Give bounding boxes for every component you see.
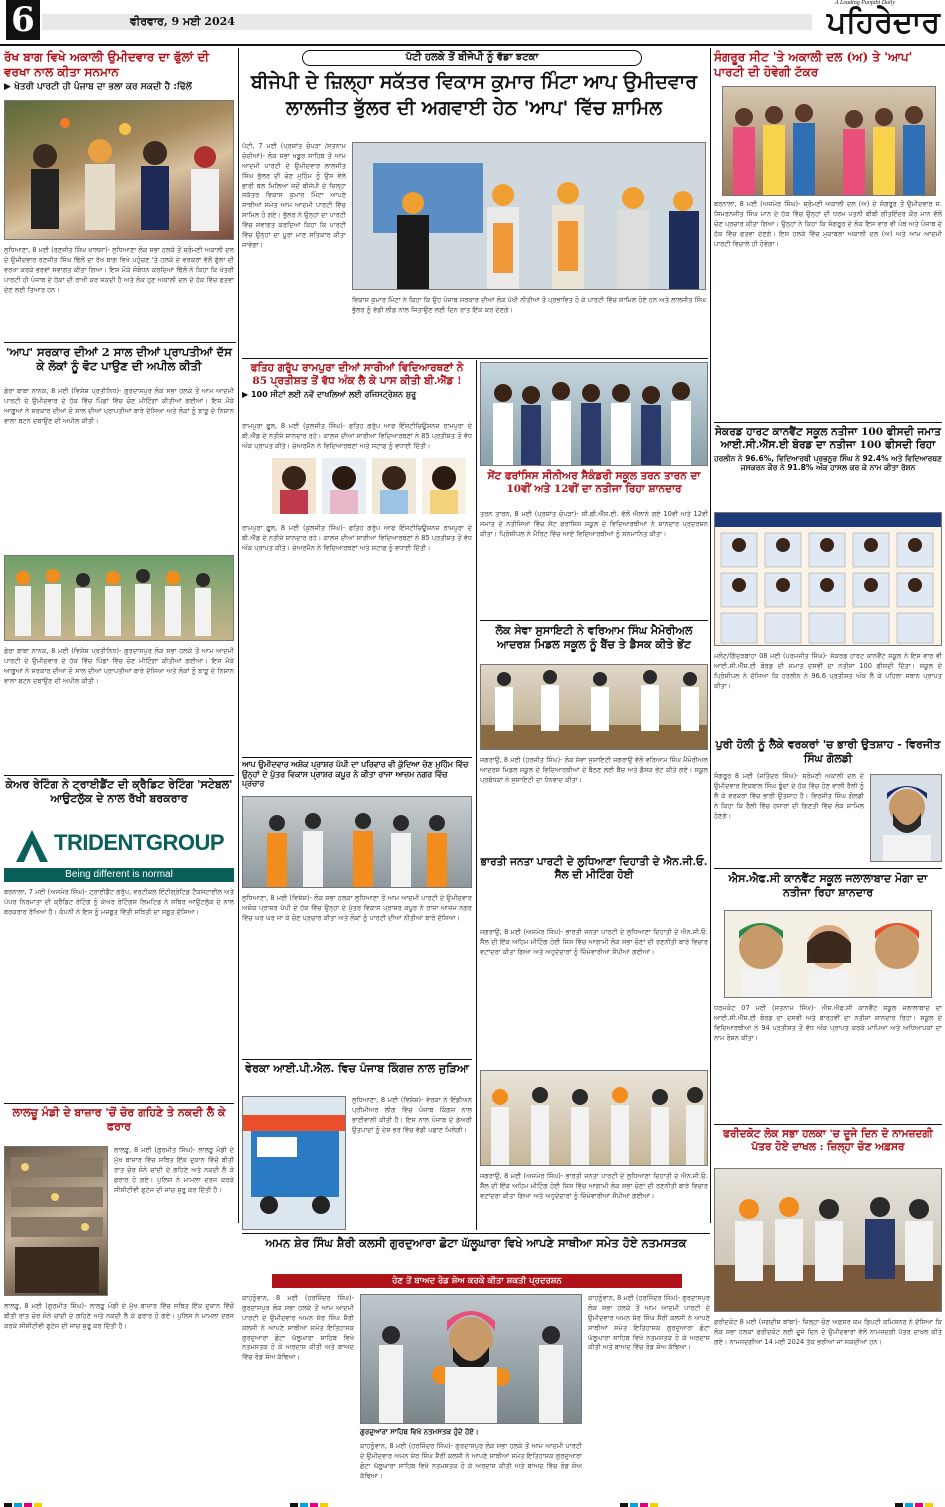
article-headline: ਲੋਕ ਸੇਵਾ ਸੁਸਾਇਟੀ ਨੇ ਵਰਿਆਮ ਸਿੰਘ ਮੈਮੋਰੀਅਲ ਆਦਰਸ਼ ਮਿਡਲ ਸਕੂਲ ਨੂੰ ਬੈਂਚ ਤੇ ਡੈਸਕ ਕੀਤੇ ਭੇਂਟ (495, 624, 693, 651)
color-register-icons (0, 1502, 945, 1507)
article-body-cont: ਰਾਮਪੁਰਾ ਫੂਲ, 8 ਮਈ (ਕੁਲਜੀਤ ਸਿੰਘ)- ਫਤਿਹ ਗਰੁੱਪ ਆਫ ਇੰਸਟੀਚਿਊਸ਼ਨਜ਼ ਰਾਮਪੁਰਾ ਦੇ ਬੀ.ਐੱਡ ਦੇ ਨਤੀਜੇ ਸ਼ਾਨਦਾਰ ਰਹੇ। ਕਾਲਜ ਦੀਆਂ ਸਾਰੀਆਂ ਵਿਦਿਆਰਥਣਾਂ ਨੇ 85 ਪ੍ਰਤੀਸ਼ਤ ਤੋਂ ਵੱਧ ਅੰਕ ਪ੍ਰਾਪਤ ਕੀਤੇ। ਚੇਅਰਮੈਨ ਨੇ ਵਿਦਿਆਰਥਣਾਂ ਅਤੇ ਸਟਾਫ ਨੂੰ ਵਧਾਈ ਦਿੱਤੀ। (242, 524, 472, 552)
article-lalru-theft (4, 1106, 234, 1494)
article-sangrur (714, 50, 942, 420)
article-photo (480, 1070, 708, 1166)
article-body: ਡੇਰਾ ਬਾਬਾ ਨਾਨਕ, 8 ਮਈ (ਵਿਸ਼ੇਸ਼ ਪ੍ਰਤੀਨਿਧ)- ਗੁਰਦਾਸਪੁਰ ਲੋਕ ਸਭਾ ਹਲਕੇ ਤੋਂ ਆਮ ਆਦਮੀ ਪਾਰਟੀ ਦੇ ਉਮੀਦਵਾਰ ਦੇ ਹੱਕ ਵਿੱਚ ਪਿੰਡਾਂ ਵਿੱਚ ਚੋਣ ਮੀਟਿੰਗਾਂ ਕੀਤੀਆਂ ਗਈਆਂ। ਇਸ ਮੌਕੇ ਆਗੂਆਂ ਨੇ ਸਰਕਾਰ ਦੀਆਂ ਦੋ ਸਾਲ ਦੀਆਂ ਪ੍ਰਾਪਤੀਆਂ ਬਾਰੇ ਦੱਸਿਆ ਅਤੇ ਲੋਕਾਂ ਨੂੰ ਝਾੜੂ ਦੇ ਨਿਸ਼ਾਨ ਵਾਲਾ ਬਟਨ ਦਬਾਉਣ ਦੀ ਅਪੀਲ ਕੀਤੀ। (4, 387, 234, 425)
article-faridkot (714, 1128, 942, 1493)
article-trident (4, 778, 234, 1103)
article-photo (480, 664, 708, 750)
campaign-photo-illustration (243, 797, 472, 888)
lead-kicker-bar: ਪੱਟੀ ਹਲਕੇ ਤੋਂ ਬੀਜੇਪੀ ਨੂੰ ਵੱਡਾ ਝਟਕਾ (302, 50, 642, 66)
triangle-icon: ▶ (242, 390, 251, 400)
article-headline: ਸੰਗਰੂਰ ਸੀਟ 'ਤੇ ਅਕਾਲੀ ਦਲ (ਅ) ਤੇ 'ਆਪ' ਪਾਰਟੀ ਦੀ ਹੋਵੇਗੀ ਟੱਕਰ (714, 50, 913, 79)
meeting-group-photo-illustration (481, 1071, 708, 1166)
article-body: ਜਗਰਾਉਂ, 8 ਮਈ (ਅਜਮੇਰ ਸਿੰਘ)- ਭਾਰਤੀ ਜਨਤਾ ਪਾਰਟੀ ਦੇ ਲੁਧਿਆਣਾ ਦਿਹਾਤੀ ਦੇ ਐਨ.ਜੀ.ਓ. ਸੈੱਲ ਦੀ ਇੱਕ ਅਹਿਮ ਮੀਟਿੰਗ ਹੋਈ ਜਿਸ ਵਿੱਚ ਆਗਾਮੀ ਲੋਕ ਸਭਾ ਚੋਣਾਂ ਦੀ ਰਣਨੀਤੀ ਬਾਰੇ ਵਿਚਾਰ ਵਟਾਂਦਰਾ ਕੀਤਾ ਗਿਆ ਅਤੇ ਅਹੁਦੇਦਾਰਾਂ ਨੂੰ ਜ਼ਿੰਮੇਵਾਰੀਆਂ ਸੌਂਪੀਆਂ ਗਈਆਂ। (480, 928, 708, 956)
article-body: ਕਾਹਨੂੰਵਾਨ, 8 ਮਈ (ਹਰਜਿੰਦਰ ਸਿੰਘ)- ਗੁਰਦਾਸਪੁਰ ਲੋਕ ਸਭਾ ਹਲਕੇ ਤੋਂ ਆਮ ਆਦਮੀ ਪਾਰਟੀ ਦੇ ਉਮੀਦਵਾਰ ਅਮਨ ਸ਼ੇਰ ਸਿੰਘ ਸ਼ੈਰੀ ਕਲਸੀ ਨੇ ਆਪਣੇ ਸਾਥੀਆਂ ਸਮੇਤ ਇਤਿਹਾਸਕ ਗੁਰਦੁਆਰਾ ਛੋਟਾ ਘੱਲੂਘਾਰਾ ਸਾਹਿਬ ਵਿਖੇ ਨਤਮਸਤਕ ਹੋ ਕੇ ਅਰਦਾਸ ਕੀਤੀ ਅਤੇ ਬਾਅਦ ਵਿੱਚ ਰੋਡ ਸ਼ੋਅ ਕੱਢਿਆ। (242, 1294, 354, 1362)
section-rule (4, 1103, 234, 1104)
page-number: 6 (6, 0, 40, 40)
article-body: ਰਾਮਪੁਰਾ ਫੂਲ, 8 ਮਈ (ਕੁਲਜੀਤ ਸਿੰਘ)- ਫਤਿਹ ਗਰੁੱਪ ਆਫ ਇੰਸਟੀਚਿਊਸ਼ਨਜ਼ ਰਾਮਪੁਰਾ ਦੇ ਬੀ.ਐੱਡ ਦੇ ਨਤੀਜੇ ਸ਼ਾਨਦਾਰ ਰਹੇ। ਕਾਲਜ ਦੀਆਂ ਸਾਰੀਆਂ ਵਿਦਿਆਰਥਣਾਂ ਨੇ 85 ਪ੍ਰਤੀਸ਼ਤ ਤੋਂ ਵੱਧ ਅੰਕ ਪ੍ਰਾਪਤ ਕੀਤੇ। ਚੇਅਰਮੈਨ ਨੇ ਵਿਦਿਆਰਥਣਾਂ ਅਤੇ ਸਟਾਫ ਨੂੰ ਵਧਾਈ ਦਿੱਤੀ। (242, 422, 472, 450)
article-aap-achievements (4, 345, 234, 775)
trident-logo-word: TRIDENTGROUP (54, 830, 224, 855)
article-body: ਮਲੋਟ/ਗਿੱਦੜਬਾਹਾ 08 ਮਈ (ਪਰਮਜੀਤ ਸਿੰਘ)- ਸੇਕਰਡ ਹਾਰਟ ਕਾਨਵੈਂਟ ਸਕੂਲ ਨੇ ਇਸ ਵਾਰ ਵੀ ਆਈ.ਸੀ.ਐੱਸ.ਈ ਬੋਰਡ ਦੀ ਜਮਾਤ ਦਸਵੀਂ ਦਾ ਨਤੀਜਾ 100 ਫੀਸਦੀ ਦਿੱਤਾ। ਸਕੂਲ ਦੇ ਪ੍ਰਿੰਸੀਪਲ ਨੇ ਦੱਸਿਆ ਕਿ ਹਰਲੀਨ ਨੇ 96.6 ਪ੍ਰਤੀਸ਼ਤ ਅੰਕ ਲੈ ਕੇ ਪਹਿਲਾ ਸਥਾਨ ਪ੍ਰਾਪਤ ਕੀਤਾ। (714, 652, 942, 690)
article-body: ਫਰੀਦਕੋਟ 8 ਮਈ (ਜਗਦੀਸ਼ ਬਾਂਬਾ)- ਜ਼ਿਲ੍ਹਾ ਚੋਣ ਅਫ਼ਸਰ ਕਮ ਡਿਪਟੀ ਕਮਿਸ਼ਨਰ ਨੇ ਦੱਸਿਆ ਕਿ ਲੋਕ ਸਭਾ ਹਲਕਾ ਫਰੀਦਕੋਟ ਲਈ ਦੂਜੇ ਦਿਨ ਦੋ ਉਮੀਦਵਾਰਾਂ ਵੱਲੋਂ ਨਾਮਜ਼ਦਗੀ ਪੱਤਰ ਦਾਖਲ ਕੀਤੇ ਗਏ। ਨਾਮਜ਼ਦਗੀਆਂ 14 ਮਈ 2024 ਤੱਕ ਭਰੀਆਂ ਜਾ ਸਕਦੀਆਂ ਹਨ। (714, 1318, 942, 1346)
lead-photo (352, 142, 706, 290)
verka-van-illustration (243, 1097, 346, 1230)
women-group-photo-illustration (723, 87, 936, 196)
article-headline: ਐਸ.ਐਫ.ਸੀ ਕਾਨਵੈਂਟ ਸਕੂਲ ਜਲਾਲਾਬਾਦ ਮੋਗਾ ਦਾ ਨਤੀਜਾ ਰਿਹਾ ਸ਼ਾਨਦਾਰ (728, 872, 928, 899)
section-rule (4, 775, 234, 776)
article-photo (272, 458, 472, 518)
article-headline: ਸੇਂਟ ਫਰਾਂਸਿਸ ਸੀਨੀਅਰ ਸੈਕੰਡਰੀ ਸਕੂਲ ਤਰਨ ਤਾਰਨ ਦਾ 10ਵੀਂ ਅਤੇ 12ਵੀਂ ਦਾ ਨਤੀਜਾ ਰਿਹਾ ਸ਼ਾਨਦਾਰ (487, 470, 701, 496)
column-rule (710, 48, 711, 1223)
trident-logo (4, 822, 234, 882)
lead-headline: ਬੀਜੇਪੀ ਦੇ ਜ਼ਿਲ੍ਹਾ ਸਕੱਤਰ ਵਿਕਾਸ ਕੁਮਾਰ ਮਿੰਟਾ ਆਪ ਉਮੀਦਵਾਰ ਲਾਲਜੀਤ ਭੁੱਲਰ ਦੀ ਅਗਵਾਈ ਹੇਠ 'ਆਪ' ਵਿੱਚ ਸ਼ਾਮਿਲ (251, 71, 697, 119)
paper-title: ਪਹਿਰੇਦਾਰ (826, 5, 940, 40)
toppers-grid-illustration (715, 513, 942, 646)
article-photo (4, 1146, 108, 1296)
article-kicker: ▶ ਖੇਤਰੀ ਪਾਰਟੀ ਹੀ ਪੰਜਾਬ ਦਾ ਭਲਾ ਕਰ ਸਕਦੀ ਹੈ :ਢਿੱਲੋਂ (4, 82, 192, 92)
article-sfc-convent (714, 872, 942, 1122)
article-body: ਲੁਧਿਆਣਾ, 8 ਮਈ (ਵਿਸ਼ੇਸ਼)- ਵੇਰਕਾ ਨੇ ਇੰਡੀਅਨ ਪ੍ਰੀਮੀਅਰ ਲੀਗ ਵਿੱਚ ਪੰਜਾਬ ਕਿੰਗਜ਼ ਨਾਲ ਭਾਈਵਾਲੀ ਕੀਤੀ ਹੈ। ਇਸ ਨਾਲ ਪੰਜਾਬ ਦੇ ਡੇਅਰੀ ਉਤਪਾਦਾਂ ਨੂੰ ਦੇਸ਼ ਭਰ ਵਿੱਚ ਵੱਡੀ ਪਛਾਣ ਮਿਲੇਗੀ। (352, 1096, 472, 1134)
article-body: ਲੁਧਿਆਣਾ, 8 ਮਈ (ਵਿਸ਼ੇਸ਼)- ਲੋਕ ਸਭਾ ਹਲਕਾ ਲੁਧਿਆਣਾ ਤੋਂ ਆਮ ਆਦਮੀ ਪਾਰਟੀ ਦੇ ਉਮੀਦਵਾਰ ਅਸ਼ੋਕ ਪ੍ਰਾਸ਼ਰ ਪੱਪੀ ਦੇ ਹੱਕ ਵਿੱਚ ਉਨ੍ਹਾਂ ਦੇ ਪੁੱਤਰ ਵਿਕਾਸ ਪ੍ਰਾਸ਼ਰ ਕਪੂਰ ਨੇ ਰਾਜਾ ਆਜ਼ਮ ਨਗਰ ਵਿੱਚ ਘਰ ਘਰ ਜਾ ਕੇ ਚੋਣ ਪ੍ਰਚਾਰ ਕੀਤਾ ਅਤੇ ਲੋਕਾਂ ਨੂੰ ਪਾਰਟੀ ਦੀਆਂ ਨੀਤੀਆਂ ਬਾਰੇ ਦੱਸਿਆ। (242, 894, 472, 922)
article-kicker: ਹਰਲੀਨ ਨੇ 96.6%, ਵਿਦਿਆਰਥੀ ਪ੍ਰਭਨੂਰ ਸਿੰਘ ਨੇ 92.4% ਅਤੇ ਵਿਦਿਆਰਥਣ ਜਸਕਰਨ ਕੌਰ ਨੇ 91.8% ਅੰਕ ਹਾਸਲ ਕਰ ਕੇ ਨਾਮ ਕੀਤਾ ਰੋਸ਼ਨ (714, 454, 942, 473)
article-kicker-bar: ਹੋਣ ਤੋਂ ਬਾਅਦ ਰੋਡ ਸ਼ੋਅ ਕਰਕੇ ਕੀਤਾ ਸ਼ਕਤੀ ਪ੍ਰਦਰਸ਼ਨ (272, 1274, 682, 1288)
section-rule (242, 1059, 472, 1060)
lead-body: ਪੱਟੀ, 7 ਮਈ (ਪ੍ਰਸ਼ਾਂਤ ਚੋਪੜਾ /ਸਤਨਾਮ ਚੰਦੀਆਂ)- ਲੋਕ ਸਭਾ ਖਡੂਰ ਸਾਹਿਬ ਤੋਂ ਆਮ ਆਦਮੀ ਪਾਰਟੀ ਦੇ ਉਮੀਦਵਾਰ ਲਾਲਜੀਤ ਸਿੰਘ ਭੁੱਲਰ ਦੀ ਚੋਣ ਮੁਹਿੰਮ ਨੂੰ ਉਸ ਵੇਲੇ ਭਾਰੀ ਬਲ ਮਿਲਿਆ ਜਦੋਂ ਬੀਜੇਪੀ ਦੇ ਜ਼ਿਲ੍ਹਾ ਸਕੱਤਰ ਵਿਕਾਸ ਕੁਮਾਰ ਮਿੰਟਾ ਆਪਣੇ ਸਾਥੀਆਂ ਸਮੇਤ ਆਮ ਆਦਮੀ ਪਾਰਟੀ ਵਿੱਚ ਸ਼ਾਮਿਲ ਹੋ ਗਏ। ਭੁੱਲਰ ਨੇ ਉਨ੍ਹਾਂ ਦਾ ਪਾਰਟੀ ਵਿੱਚ ਸਵਾਗਤ ਕਰਦਿਆਂ ਕਿਹਾ ਕਿ ਪਾਰਟੀ ਵਿੱਚ ਉਨ੍ਹਾਂ ਦਾ ਪੂਰਾ ਮਾਣ ਸਤਿਕਾਰ ਕੀਤਾ ਜਾਵੇਗਾ। (242, 142, 346, 249)
bjp-ngo-headline: ਭਾਰਤੀ ਜਨਤਾ ਪਾਰਟੀ ਦੇ ਲੁਧਿਆਣਾ ਦਿਹਾਤੀ ਦੇ ਐਨ.ਜੀ.ਓ. ਸੈੱਲ ਦੀ ਮੀਟਿੰਗ ਹੋਈ (480, 856, 708, 882)
roadshow-photo-illustration (361, 1295, 582, 1424)
section-rule (242, 757, 472, 758)
section-rule (714, 1124, 942, 1125)
article-st-francis (480, 362, 708, 617)
article-rakh-bagh (4, 50, 234, 340)
article-body-cont: ਡੇਰਾ ਬਾਬਾ ਨਾਨਕ, 8 ਮਈ (ਵਿਸ਼ੇਸ਼ ਪ੍ਰਤੀਨਿਧ)- ਗੁਰਦਾਸਪੁਰ ਲੋਕ ਸਭਾ ਹਲਕੇ ਤੋਂ ਆਮ ਆਦਮੀ ਪਾਰਟੀ ਦੇ ਉਮੀਦਵਾਰ ਦੇ ਹੱਕ ਵਿੱਚ ਪਿੰਡਾਂ ਵਿੱਚ ਚੋਣ ਮੀਟਿੰਗਾਂ ਕੀਤੀਆਂ ਗਈਆਂ। ਇਸ ਮੌਕੇ ਆਗੂਆਂ ਨੇ ਸਰਕਾਰ ਦੀਆਂ ਦੋ ਸਾਲ ਦੀਆਂ ਪ੍ਰਾਪਤੀਆਂ ਬਾਰੇ ਦੱਸਿਆ ਅਤੇ ਲੋਕਾਂ ਨੂੰ ਝਾੜੂ ਦੇ ਨਿਸ਼ਾਨ ਵਾਲਾ ਬਟਨ ਦਬਾਉਣ ਦੀ ਅਪੀਲ ਕੀਤੀ। (4, 647, 234, 685)
article-photo (480, 362, 708, 466)
article-body-cont: ਲਾਲੜੂ, 8 ਮਈ (ਗੁਰਮੀਤ ਸਿੰਘ)- ਲਾਲੜੂ ਮੰਡੀ ਦੇ ਮੁੱਖ ਬਾਜ਼ਾਰ ਵਿੱਚ ਸਥਿਤ ਇੱਕ ਦੁਕਾਨ ਵਿੱਚੋਂ ਬੀਤੀ ਰਾਤ ਚੋਰ ਸੋਨੇ ਚਾਂਦੀ ਦੇ ਗਹਿਣੇ ਅਤੇ ਨਕਦੀ ਲੈ ਕੇ ਫਰਾਰ ਹੋ ਗਏ। ਪੁਲਿਸ ਨੇ ਮਾਮਲਾ ਦਰਜ ਕਰਕੇ ਸੀਸੀਟੀਵੀ ਫੁਟੇਜ ਦੀ ਜਾਂਚ ਸ਼ੁਰੂ ਕਰ ਦਿੱਤੀ ਹੈ। (4, 1302, 234, 1330)
article-sacred-heart (714, 426, 942, 866)
section-rule (242, 1233, 710, 1234)
article-photo (242, 796, 472, 888)
section-rule (714, 868, 942, 869)
article-headline: ਸੇਕਰਡ ਹਾਰਟ ਕਾਨਵੈਂਟ ਸਕੂਲ ਨਤੀਜਾ 100 ਫੀਸਦੀ ਜਮਾਤ ਆਈ.ਸੀ.ਐੱਸ.ਈ ਬੋਰਡ ਦਾ ਨਤੀਜਾ 100 ਫੀਸਦੀ ਰਿਹਾ (715, 426, 941, 452)
trident-mark-icon (12, 828, 52, 864)
shop-interior-illustration (5, 1147, 108, 1296)
article-photo (714, 1168, 942, 1312)
article-headline: ਲਾਲਚੂ ਮੰਡੀ ਦੇ ਬਾਜ਼ਾਰ 'ਚੋਂ ਚੋਰ ਗਹਿਣੇ ਤੇ ਨਕਦੀ ਲੈ ਕੇ ਫਰਾਰ (12, 1106, 226, 1133)
students-portraits-illustration (272, 458, 472, 518)
section-rule (4, 342, 236, 343)
article-body: ਬਰਨਾਲਾ, 8 ਮਈ (ਅਜਮੇਰ ਸਿੰਘ)- ਸ਼੍ਰੋਮਣੀ ਅਕਾਲੀ ਦਲ (ਅ) ਦੇ ਸੰਗਰੂਰ ਤੋਂ ਉਮੀਦਵਾਰ ਸ. ਸਿਮਰਨਜੀਤ ਸਿੰਘ ਮਾਨ ਦੇ ਹੱਕ ਵਿੱਚ ਉਨ੍ਹਾਂ ਦੀ ਧਰਮ ਪਤਨੀ ਬੀਬੀ ਗੀਤਇੰਦਰ ਕੌਰ ਮਾਨ ਵੱਲੋਂ ਚੋਣ ਪ੍ਰਚਾਰ ਕੀਤਾ ਗਿਆ। ਉਨ੍ਹਾਂ ਨੇ ਕਿਹਾ ਕਿ ਸੰਗਰੂਰ ਦੇ ਲੋਕ ਇਸ ਵਾਰ ਵੀ ਪੰਥ ਅਤੇ ਪੰਜਾਬ ਦੇ ਹੱਕ ਵਿੱਚ ਫਤਵਾ ਦੇਣਗੇ। ਇਸ ਹਲਕੇ ਵਿੱਚ ਮੁਕਾਬਲਾ ਅਕਾਲੀ ਦਲ (ਅ) ਅਤੇ ਆਮ ਆਦਮੀ ਪਾਰਟੀ ਵਿਚਾਲੇ ਹੀ ਹੋਵੇਗਾ। (714, 200, 942, 248)
article-pappi (242, 760, 472, 1060)
masthead-rule (0, 44, 945, 46)
article-headline: ਕੇਅਰ ਰੇਟਿੰਗ ਨੇ ਟ੍ਰਾਈਡੈਂਟ ਦੀ ਕ੍ਰੈਡਿਟ ਰੇਟਿੰਗ 'ਸਟੇਬਲ' ਆਉਟਲੁੱਕ ਦੇ ਨਾਲ ਰੱਖੀ ਬਰਕਰਾਰ (5, 778, 233, 805)
meeting-photo-illustration (5, 556, 234, 641)
article-shery-kalsi (242, 1236, 710, 1494)
footer-register-bar (0, 1497, 945, 1507)
column-rule (476, 360, 477, 1230)
result-poster (714, 512, 942, 646)
article-body: ਲਾਲੜੂ, 8 ਮਈ (ਗੁਰਮੀਤ ਸਿੰਘ)- ਲਾਲੜੂ ਮੰਡੀ ਦੇ ਮੁੱਖ ਬਾਜ਼ਾਰ ਵਿੱਚ ਸਥਿਤ ਇੱਕ ਦੁਕਾਨ ਵਿੱਚੋਂ ਬੀਤੀ ਰਾਤ ਚੋਰ ਸੋਨੇ ਚਾਂਦੀ ਦੇ ਗਹਿਣੇ ਅਤੇ ਨਕਦੀ ਲੈ ਕੇ ਫਰਾਰ ਹੋ ਗਏ। ਪੁਲਿਸ ਨੇ ਮਾਮਲਾ ਦਰਜ ਕਰਕੇ ਸੀਸੀਟੀਵੀ ਫੁਟੇਜ ਦੀ ਜਾਂਚ ਸ਼ੁਰੂ ਕਰ ਦਿੱਤੀ ਹੈ। (114, 1146, 234, 1194)
photo-caption: ਗੁਰਦੁਆਰਾ ਸਾਹਿਬ ਵਿਖੇ ਨਤਮਸਤਕ ਹੁੰਦੇ ਹੋਏ। (360, 1428, 479, 1436)
article-headline: ਆਪ ਉਮੀਦਵਾਰ ਅਸ਼ੋਕ ਪ੍ਰਾਸ਼ਰ ਪੱਪੀ ਦਾ ਪਰਿਵਾਰ ਵੀ ਕੁੱਦਿਆ ਚੋਣ ਮੁਹਿੰਮ ਵਿੱਚ ਉਨ੍ਹਾਂ ਦੇ ਪੁੱਤਰ ਵਿਕਾਸ ਪ੍ਰਾਸ਼ਰ ਕਪੂਰ ਨੇ ਕੀਤਾ ਰਾਜਾ ਆਜ਼ਮ ਨਗਰ ਵਿੱਚ ਪ੍ਰਚਾਰ (242, 760, 469, 789)
article-body: ਤਰਨ ਤਾਰਨ, 8 ਮਈ (ਪ੍ਰਸ਼ਾਂਤ ਚੋਪੜਾ)- ਸੀ.ਬੀ.ਐੱਸ.ਈ. ਵੱਲੋਂ ਐਲਾਨੇ ਗਏ 10ਵੀਂ ਅਤੇ 12ਵੀਂ ਜਮਾਤ ਦੇ ਨਤੀਜਿਆਂ ਵਿੱਚ ਸੇਂਟ ਫਰਾਂਸਿਸ ਸਕੂਲ ਦੇ ਵਿਦਿਆਰਥੀਆਂ ਨੇ ਸ਼ਾਨਦਾਰ ਪ੍ਰਦਰਸ਼ਨ ਕੀਤਾ। ਪ੍ਰਿੰਸੀਪਲ ਨੇ ਮੈਰਿਟ ਵਿੱਚ ਆਏ ਵਿਦਿਆਰਥੀਆਂ ਨੂੰ ਸਨਮਾਨਿਤ ਕੀਤਾ। (480, 510, 708, 538)
paper-tagline: A Leading Punjabi Daily (835, 0, 896, 6)
article-photo (722, 86, 936, 196)
article-headline: ਵੇਰਕਾ ਆਈ.ਪੀ.ਐਲ. ਵਿਚ ਪੰਜਾਬ ਕਿੰਗਜ਼ ਨਾਲ ਜੁੜਿਆ (245, 1062, 469, 1075)
article-verka (242, 1062, 472, 1232)
article-photo (4, 555, 234, 641)
article-photo (360, 1294, 582, 1424)
article-body: ਜਗਰਾਉਂ, 8 ਮਈ (ਹਰਜੀਤ ਸਿੰਘ)- ਲੋਕ ਸੇਵਾ ਸੁਸਾਇਟੀ ਜਗਰਾਉਂ ਵੱਲੋਂ ਵਰਿਆਮ ਸਿੰਘ ਮੈਮੋਰੀਅਲ ਆਦਰਸ਼ ਮਿਡਲ ਸਕੂਲ ਦੇ ਵਿਦਿਆਰਥੀਆਂ ਦੇ ਬੈਠਣ ਲਈ ਬੈਂਚ ਅਤੇ ਡੈਸਕ ਭੇਂਟ ਕੀਤੇ ਗਏ। ਸਕੂਲ ਪ੍ਰਬੰਧਕਾਂ ਨੇ ਸੁਸਾਇਟੀ ਦਾ ਧੰਨਵਾਦ ਕੀਤਾ। (480, 756, 708, 784)
article-headline: ਰੱਖ ਬਾਗ ਵਿਖੇ ਅਕਾਲੀ ਉਮੀਦਵਾਰ ਦਾ ਫੁੱਲਾਂ ਦੀ ਵਰਖਾ ਨਾਲ ਕੀਤਾ ਸਨਮਾਨ (4, 50, 209, 79)
article-photo (242, 1096, 346, 1230)
section-rule (480, 620, 708, 621)
section-rule (242, 358, 708, 359)
article-photo (724, 910, 932, 998)
bench-donation-photo-illustration (481, 665, 708, 750)
lead-body-cont: ਵਿਕਾਸ ਕੁਮਾਰ ਮਿੰਟਾ ਨੇ ਕਿਹਾ ਕਿ ਉਹ ਪੰਜਾਬ ਸਰਕਾਰ ਦੀਆਂ ਲੋਕ ਪੱਖੀ ਨੀਤੀਆਂ ਤੋਂ ਪ੍ਰਭਾਵਿਤ ਹੋ ਕੇ ਪਾਰਟੀ ਵਿੱਚ ਸ਼ਾਮਿਲ ਹੋਏ ਹਨ ਅਤੇ ਲਾਲਜੀਤ ਸਿੰਘ ਭੁੱਲਰ ਨੂੰ ਵੱਡੀ ਲੀਡ ਨਾਲ ਜਿਤਾਉਣ ਲਈ ਦਿਨ ਰਾਤ ਇੱਕ ਕਰ ਦੇਣਗੇ। (352, 296, 706, 314)
masthead (0, 0, 945, 48)
article-headline-2: ਪੁਰੀ ਹੋਲੀ ਨੂੰ ਲੈਕੇ ਵਰਕਰਾਂ 'ਚ ਭਾਰੀ ਉਤਸ਼ਾਹ - ਵਿਰਜੀਤ ਸਿੰਘ ਗੋਲਡੀ (715, 738, 941, 765)
article-headline: ਫਰੀਦਕੋਟ ਲੋਕ ਸਭਾ ਹਲਕਾ 'ਚ ਦੂਜੇ ਦਿਨ ਦੋ ਨਾਮਜ਼ਦਗੀ ਪੱਤਰ ਹੋਏ ਦਾਖਲ : ਜ਼ਿਲ੍ਹਾ ਚੋਣ ਅਫ਼ਸਰ (723, 1128, 933, 1154)
masthead-date: ਵੀਰਵਾਰ, 9 ਮਈ 2024 (130, 15, 235, 28)
three-students-illustration (725, 911, 932, 998)
column-rule (238, 48, 239, 1223)
article-kicker: ▶ 100 ਸੀਟਾਂ ਲਈ ਨਵੇਂ ਦਾਖਲਿਆਂ ਲਈ ਰਜਿਸਟ੍ਰੇਸ਼ਨ ਸ਼ੁਰੂ (242, 390, 417, 400)
goldi-portrait (870, 774, 942, 862)
article-body-right: ਕਾਹਨੂੰਵਾਨ, 8 ਮਈ (ਹਰਜਿੰਦਰ ਸਿੰਘ)- ਗੁਰਦਾਸਪੁਰ ਲੋਕ ਸਭਾ ਹਲਕੇ ਤੋਂ ਆਮ ਆਦਮੀ ਪਾਰਟੀ ਦੇ ਉਮੀਦਵਾਰ ਅਮਨ ਸ਼ੇਰ ਸਿੰਘ ਸ਼ੈਰੀ ਕਲਸੀ ਨੇ ਆਪਣੇ ਸਾਥੀਆਂ ਸਮੇਤ ਇਤਿਹਾਸਕ ਗੁਰਦੁਆਰਾ ਛੋਟਾ ਘੱਲੂਘਾਰਾ ਸਾਹਿਬ ਵਿਖੇ ਨਤਮਸਤਕ ਹੋ ਕੇ ਅਰਦਾਸ ਕੀਤੀ ਅਤੇ ਬਾਅਦ ਵਿੱਚ ਰੋਡ ਸ਼ੋਅ ਕੱਢਿਆ। (588, 1294, 710, 1352)
article-body: ਬਰਨਾਲਾ, 7 ਮਈ (ਅਜਮੇਰ ਸਿੰਘ)- ਟ੍ਰਾਈਡੈਂਟ ਗਰੁੱਪ, ਵਰਟੀਕਲ ਇੰਟੀਗ੍ਰੇਟਿਡ ਟੈਕਸਟਾਈਲ ਅਤੇ ਪੇਪਰ ਨਿਰਮਾਤਾ ਦੀ ਕ੍ਰੈਡਿਟ ਰੇਟਿੰਗ ਨੂੰ ਕੇਅਰ ਰੇਟਿੰਗਸ ਲਿਮਟਿਡ ਨੇ ਸਥਿਰ ਆਉਟਲੁੱਕ ਦੇ ਨਾਲ ਬਰਕਰਾਰ ਰੱਖਿਆ ਹੈ। ਕੰਪਨੀ ਨੇ ਇਸ ਨੂੰ ਮਜ਼ਬੂਤ ਵਿੱਤੀ ਸਥਿਤੀ ਦਾ ਸਬੂਤ ਦੱਸਿਆ। (4, 888, 234, 916)
article-body: ਧਰਮਕੋਟ 07 ਮਈ (ਸਤਨਾਮ ਸਿੰਘ)- ਐਸ.ਐਫ.ਸੀ ਕਾਨਵੈਂਟ ਸਕੂਲ ਜਲਾਲਾਬਾਦ ਦਾ ਆਈ.ਸੀ.ਐੱਸ.ਈ ਬੋਰਡ ਦਾ ਦਸਵੀਂ ਅਤੇ ਬਾਰ੍ਹਵੀਂ ਦਾ ਨਤੀਜਾ ਸ਼ਾਨਦਾਰ ਰਿਹਾ। ਸਕੂਲ ਦੇ ਵਿਦਿਆਰਥੀਆਂ ਨੇ 94 ਪ੍ਰਤੀਸ਼ਤ ਤੋਂ ਵੱਧ ਅੰਕ ਪ੍ਰਾਪਤ ਕਰਕੇ ਮਾਪਿਆਂ ਅਤੇ ਅਧਿਆਪਕਾਂ ਦਾ ਨਾਮ ਰੋਸ਼ਨ ਕੀਤਾ। (714, 1004, 942, 1042)
article-photo (4, 100, 234, 240)
article-headline: 'ਆਪ' ਸਰਕਾਰ ਦੀਆਂ 2 ਸਾਲ ਦੀਆਂ ਪ੍ਰਾਪਤੀਆਂ ਦੱਸ ਕੇ ਲੋਕਾਂ ਨੂੰ ਵੋਟ ਪਾਉਣ ਦੀ ਅਪੀਲ ਕੀਤੀ (6, 345, 232, 374)
portrait-illustration (871, 775, 942, 862)
nomination-photo-illustration (715, 1169, 942, 1312)
article-bjp-ngo (480, 900, 708, 1220)
article-body: ਲੁਧਿਆਣਾ, 8 ਮਈ (ਰਣਜੀਤ ਸਿੰਘ ਖ਼ਾਲਸਾ)- ਲੁਧਿਆਣਾ ਲੋਕ ਸਭਾ ਹਲਕੇ ਤੋਂ ਸ਼੍ਰੋਮਣੀ ਅਕਾਲੀ ਦਲ ਦੇ ਉਮੀਦਵਾਰ ਰਣਜੀਤ ਸਿੰਘ ਢਿੱਲੋਂ ਦਾ ਰੱਖ ਬਾਗ ਵਿਖੇ ਪਹੁੰਚਣ 'ਤੇ ਹਲਕੇ ਦੇ ਵਰਕਰਾਂ ਵੱਲੋਂ ਫੁੱਲਾਂ ਦੀ ਵਰਖਾ ਕਰਕੇ ਭਰਵਾਂ ਸਵਾਗਤ ਕੀਤਾ ਗਿਆ। ਇਸ ਮੌਕੇ ਸੰਬੋਧਨ ਕਰਦਿਆਂ ਢਿੱਲੋਂ ਨੇ ਕਿਹਾ ਕਿ ਖੇਤਰੀ ਪਾਰਟੀ ਹੀ ਪੰਜਾਬ ਦੇ ਹੱਕਾਂ ਦੀ ਰਾਖੀ ਕਰ ਸਕਦੀ ਹੈ ਅਤੇ ਲੋਕ ਹੁਣ ਅਕਾਲੀ ਦਲ ਦੇ ਹੱਕ ਵਿੱਚ ਫਤਵਾ ਦੇਣ ਲਈ ਤਿਆਰ ਹਨ। (4, 246, 234, 294)
article-lok-seva (480, 624, 708, 924)
article-body-cont: ਜਗਰਾਉਂ, 8 ਮਈ (ਅਜਮੇਰ ਸਿੰਘ)- ਭਾਰਤੀ ਜਨਤਾ ਪਾਰਟੀ ਦੇ ਲੁਧਿਆਣਾ ਦਿਹਾਤੀ ਦੇ ਐਨ.ਜੀ.ਓ. ਸੈੱਲ ਦੀ ਇੱਕ ਅਹਿਮ ਮੀਟਿੰਗ ਹੋਈ ਜਿਸ ਵਿੱਚ ਆਗਾਮੀ ਲੋਕ ਸਭਾ ਚੋਣਾਂ ਦੀ ਰਣਨੀਤੀ ਬਾਰੇ ਵਿਚਾਰ ਵਟਾਂਦਰਾ ਕੀਤਾ ਗਿਆ ਅਤੇ ਅਹੁਦੇਦਾਰਾਂ ਨੂੰ ਜ਼ਿੰਮੇਵਾਰੀਆਂ ਸੌਂਪੀਆਂ ਗਈਆਂ। (480, 1172, 708, 1200)
article-headline: ਅਮਨ ਸ਼ੇਰ ਸਿੰਘ ਸ਼ੈਰੀ ਕਲਸੀ ਗੁਰਦੁਆਰਾ ਛੋਟਾ ਘੱਲੂਘਾਰਾ ਵਿਖੇ ਆਪਣੇ ਸਾਥੀਆ ਸਮੇਤ ਹੋਏ ਨਤਮਸਤਕ (265, 1236, 687, 1250)
article-headline: ਫਤਿਹ ਗਰੁੱਪ ਰਾਮਪੁਰਾ ਦੀਆਂ ਸਾਰੀਆਂ ਵਿਦਿਆਰਥਣਾਂ ਨੇ 85 ਪ੍ਰਤੀਸ਼ਤ ਤੋਂ ਵੱਧ ਅੰਕ ਲੈ ਕੇ ਪਾਸ ਕੀਤੀ ਬੀ.ਐੱਡ ! (250, 362, 464, 388)
group-photo-illustration (353, 143, 706, 290)
article-fateh-group (242, 362, 472, 757)
article-vikas-minta (242, 50, 706, 356)
section-rule (714, 422, 942, 423)
triangle-icon: ▶ (4, 82, 15, 92)
article-body-2: ਸੰਗਰੂਰ 8 ਮਈ (ਜਤਿੰਦਰ ਸਿੰਘ)- ਸ਼੍ਰੋਮਣੀ ਅਕਾਲੀ ਦਲ ਦੇ ਉਮੀਦਵਾਰ ਇਕਬਾਲ ਸਿੰਘ ਝੂੰਦਾਂ ਦੇ ਹੱਕ ਵਿੱਚ ਹੋਣ ਵਾਲੀ ਰੈਲੀ ਨੂੰ ਲੈ ਕੇ ਵਰਕਰਾਂ ਵਿੱਚ ਭਾਰੀ ਉਤਸ਼ਾਹ ਹੈ। ਵਿਰਜੀਤ ਸਿੰਘ ਗੋਲਡੀ ਨੇ ਕਿਹਾ ਕਿ ਰੈਲੀ ਵਿੱਚ ਹਜ਼ਾਰਾਂ ਦੀ ਗਿਣਤੀ ਵਿੱਚ ਲੋਕ ਸ਼ਾਮਿਲ ਹੋਣਗੇ। (714, 772, 864, 820)
trident-logo-tagline: Being different is normal (4, 868, 234, 882)
crowd-photo-illustration (5, 101, 234, 240)
school-students-photo-illustration (481, 363, 708, 466)
article-body-cont: ਕਾਹਨੂੰਵਾਨ, 8 ਮਈ (ਹਰਜਿੰਦਰ ਸਿੰਘ)- ਗੁਰਦਾਸਪੁਰ ਲੋਕ ਸਭਾ ਹਲਕੇ ਤੋਂ ਆਮ ਆਦਮੀ ਪਾਰਟੀ ਦੇ ਉਮੀਦਵਾਰ ਅਮਨ ਸ਼ੇਰ ਸਿੰਘ ਸ਼ੈਰੀ ਕਲਸੀ ਨੇ ਆਪਣੇ ਸਾਥੀਆਂ ਸਮੇਤ ਇਤਿਹਾਸਕ ਗੁਰਦੁਆਰਾ ਛੋਟਾ ਘੱਲੂਘਾਰਾ ਸਾਹਿਬ ਵਿਖੇ ਨਤਮਸਤਕ ਹੋ ਕੇ ਅਰਦਾਸ ਕੀਤੀ ਅਤੇ ਬਾਅਦ ਵਿੱਚ ਰੋਡ ਸ਼ੋਅ ਕੱਢਿਆ। (360, 1442, 582, 1480)
